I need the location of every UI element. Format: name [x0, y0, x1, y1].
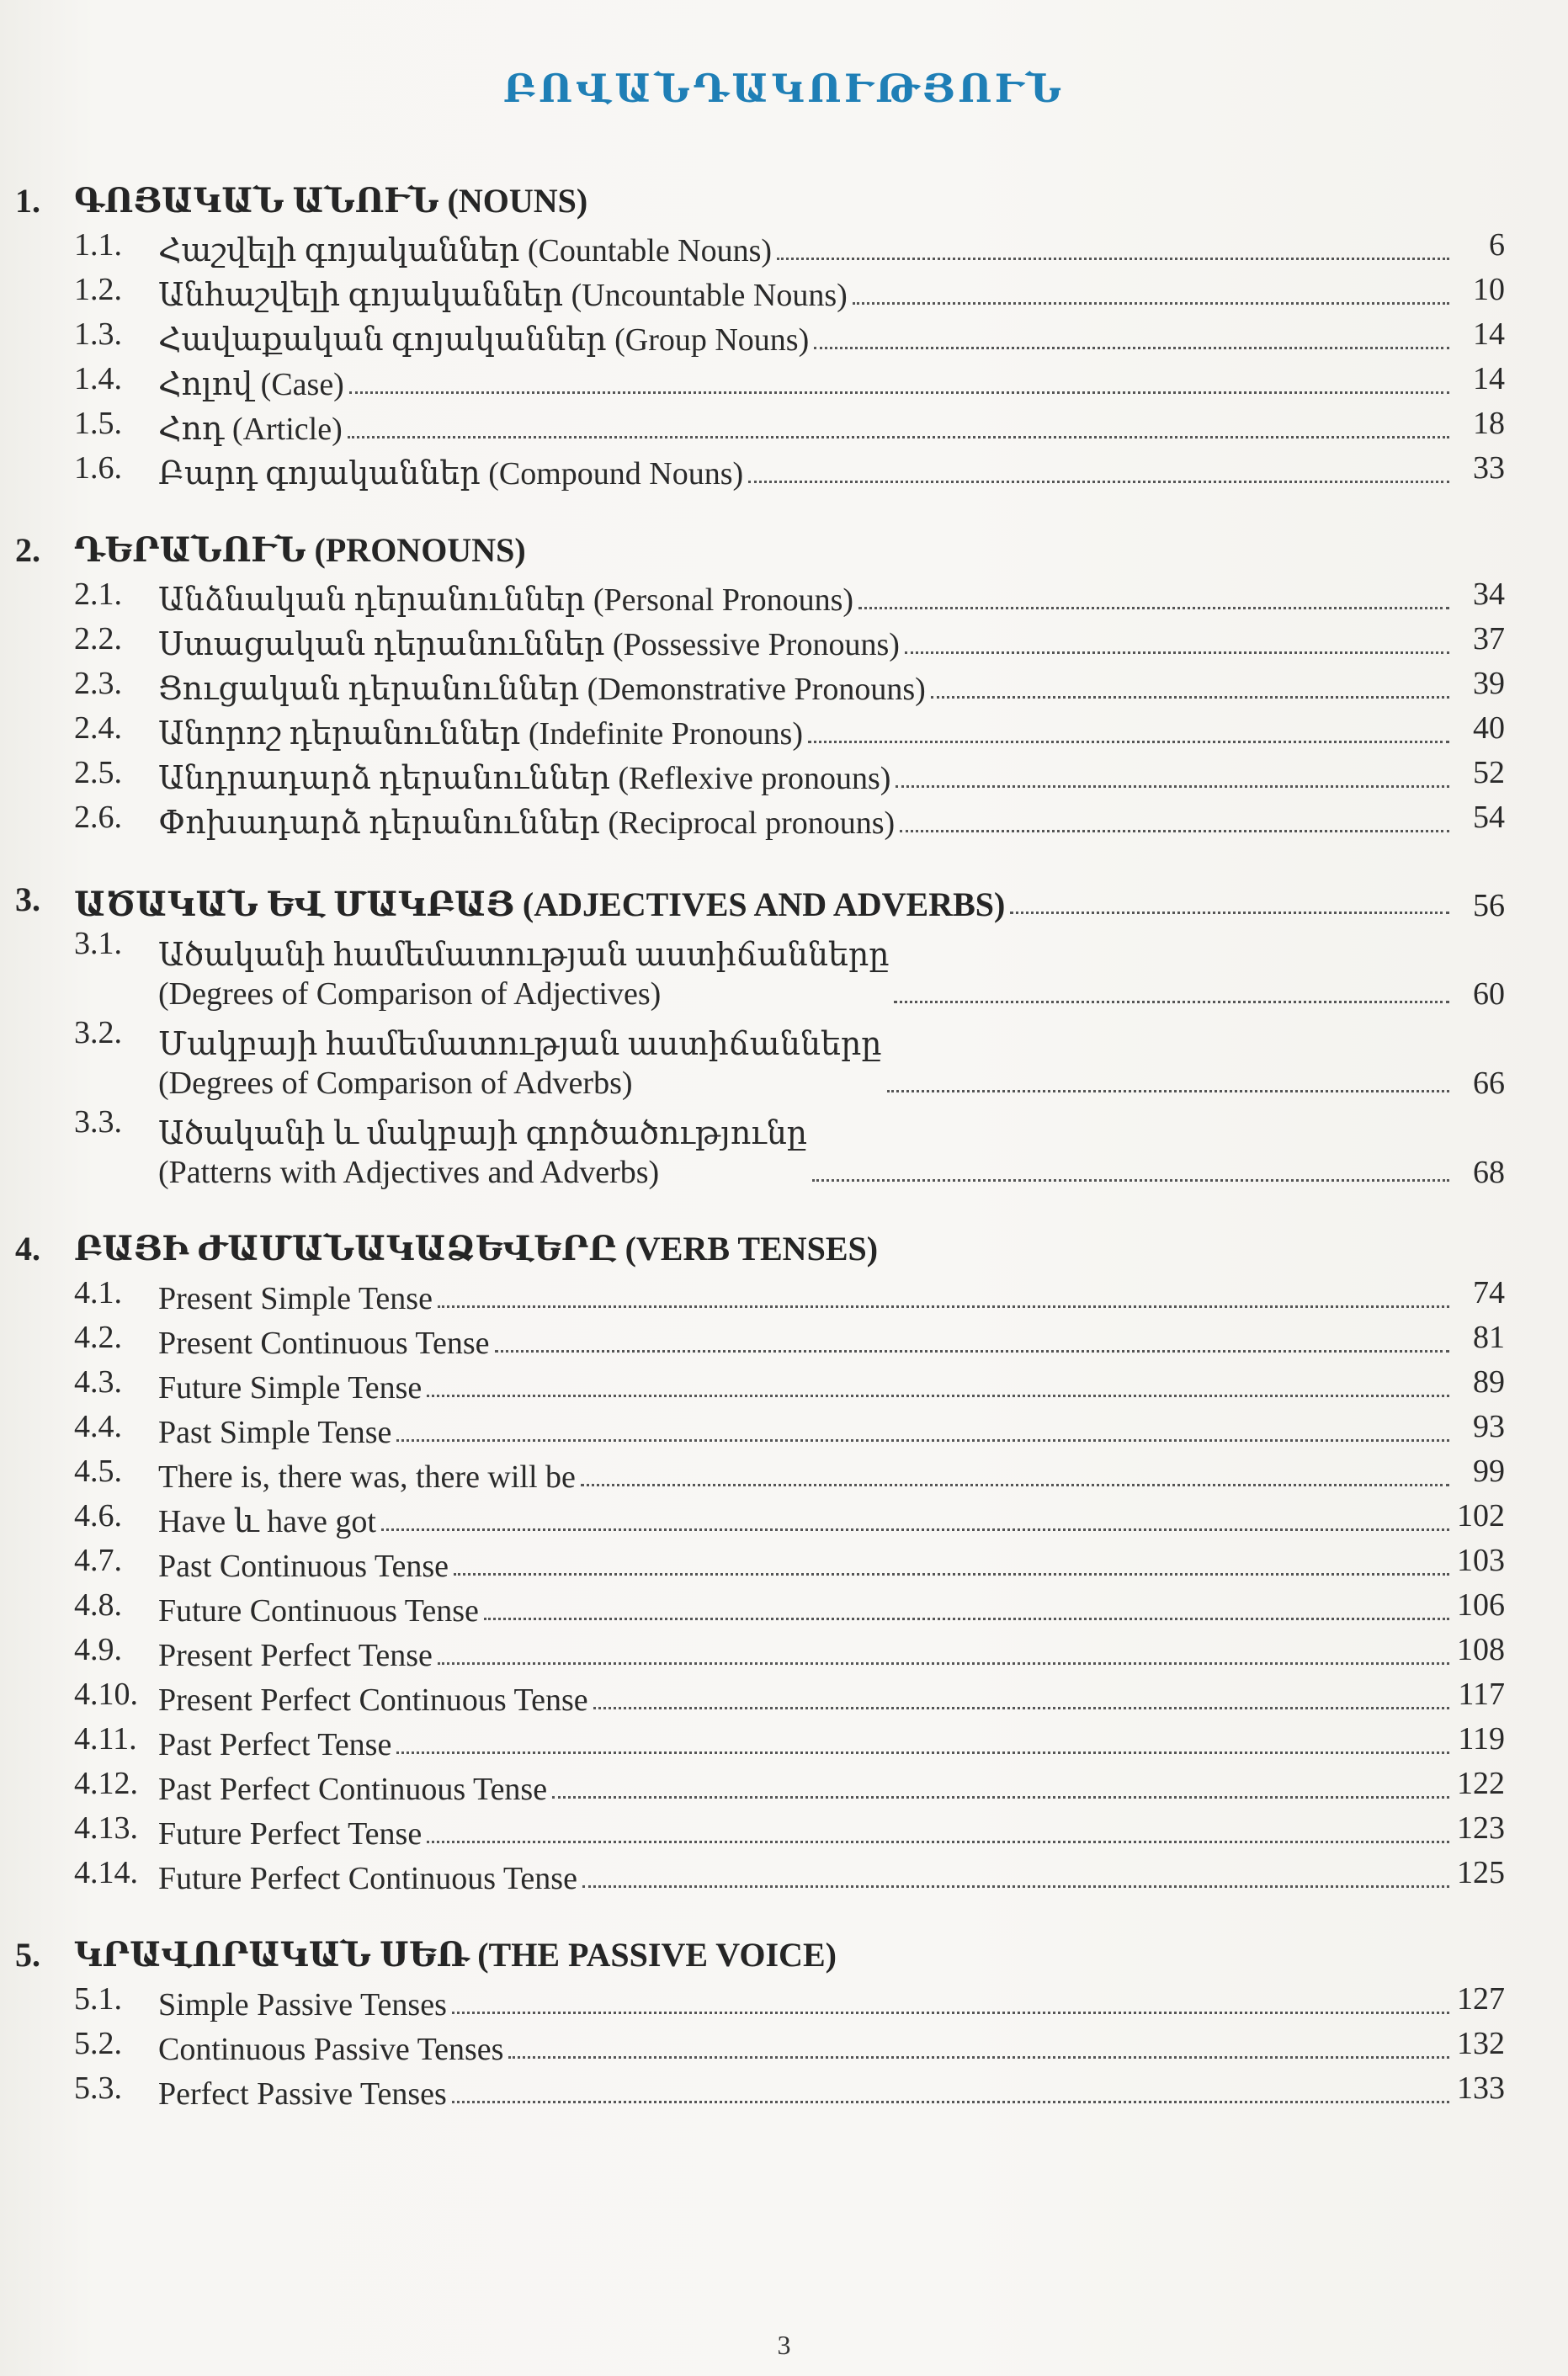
- dot-leader: [438, 1662, 1449, 1665]
- section-title: ԲԱՅԻ ԺԱՄԱՆԱԿԱՁԵՎԵՐԸ (VERB TENSES): [74, 1230, 879, 1268]
- toc-entry[interactable]: [74, 1013, 1505, 1103]
- entry-page-number: 66: [1473, 1066, 1505, 1101]
- entry-title: [158, 1458, 576, 1496]
- dot-leader: [1010, 912, 1449, 914]
- toc-entry[interactable]: [74, 1363, 1505, 1407]
- dot-leader: [552, 1796, 1449, 1799]
- entry-number: 2.1.: [74, 577, 122, 612]
- entry-number: 4.11.: [74, 1721, 137, 1757]
- section-number: 2.: [15, 531, 40, 569]
- section-heading: [0, 1229, 1568, 1273]
- toc-section: [0, 880, 1568, 1192]
- toc-entry[interactable]: [74, 1675, 1505, 1720]
- entry-page-number: 34: [1473, 577, 1505, 612]
- entry-title-line: Past Continuous Tense: [158, 1549, 449, 1584]
- dot-leader: [396, 1751, 1449, 1754]
- entry-title: [158, 2030, 503, 2069]
- entry-title: [158, 1815, 422, 1853]
- entry-title-line: (Degrees of Comparison of Adjectives): [158, 976, 662, 1012]
- toc-entry[interactable]: [74, 1720, 1505, 1764]
- entry-page-number: 122: [1457, 1766, 1505, 1801]
- entry-title-line: (Degrees of Comparison of Adverbs): [158, 1066, 633, 1101]
- dot-leader: [931, 696, 1449, 699]
- entry-page-number: 10: [1473, 272, 1505, 307]
- entry-number: 1.6.: [74, 450, 122, 486]
- entry-title-line: Present Perfect Continuous Tense: [158, 1682, 588, 1718]
- dot-leader: [508, 2056, 1449, 2059]
- dot-leader: [593, 1707, 1449, 1709]
- section-heading: [0, 1935, 1568, 1980]
- entry-page-number: 99: [1473, 1454, 1505, 1489]
- entry-number: 2.5.: [74, 755, 122, 790]
- page-number: 3: [777, 2330, 791, 2360]
- entry-page-number: 132: [1457, 2026, 1505, 2061]
- entry-page-number: 60: [1473, 976, 1505, 1012]
- entry-title: [158, 581, 853, 619]
- entry-number: 1.4.: [74, 361, 122, 396]
- table-of-contents: [0, 181, 1568, 2150]
- entry-title: [158, 276, 848, 315]
- entry-number: 5.2.: [74, 2026, 122, 2061]
- entry-title: [158, 1985, 447, 2024]
- entry-title: [158, 804, 895, 842]
- entry-title: [158, 715, 803, 753]
- entry-title: [158, 410, 343, 449]
- entry-number: 4.12.: [74, 1766, 138, 1801]
- section-title: ԱԾԱԿԱՆ ԵՎ ՄԱԿԲԱՅ (ADJECTIVES AND ADVERBS): [74, 885, 1006, 923]
- entry-page-number: 39: [1473, 666, 1505, 701]
- section-title: ԿՐԱՎՈՐԱԿԱՆ ՍԵՌ (THE PASSIVE VOICE): [74, 1936, 837, 1974]
- dot-leader: [894, 1001, 1449, 1003]
- dot-leader: [381, 1528, 1449, 1531]
- entry-title-line: Present Continuous Tense: [158, 1326, 490, 1361]
- entry-page-number: 108: [1457, 1632, 1505, 1667]
- toc-section: [0, 1229, 1568, 1898]
- entry-title: [158, 321, 809, 359]
- entry-title-line: Հավաքական գոյականներ (Group Nouns): [158, 322, 810, 358]
- entry-number: 4.5.: [74, 1454, 122, 1489]
- section-number: 1.: [15, 182, 40, 220]
- entry-title-line: Հաշվելի գոյականներ (Countable Nouns): [158, 233, 773, 268]
- entry-title-line: Անձնական դերանուններ (Personal Pronouns): [158, 582, 854, 618]
- entry-title-line: Փոխադարձ դերանուններ (Reciprocal pronouns): [158, 805, 896, 841]
- entry-number: 1.1.: [74, 227, 122, 263]
- entry-page-number: 81: [1473, 1320, 1505, 1355]
- entry-title-line: Present Simple Tense: [158, 1281, 433, 1316]
- toc-entry[interactable]: [74, 1273, 1505, 1318]
- section-number: 5.: [15, 1936, 40, 1974]
- entry-title: [158, 1369, 422, 1407]
- toc-entry[interactable]: [74, 1407, 1505, 1452]
- toc-entry[interactable]: [74, 1318, 1505, 1363]
- toc-entry[interactable]: [74, 709, 1505, 753]
- entry-title-line: Continuous Passive Tenses: [158, 2032, 504, 2067]
- entry-title-line: Ցուցական դերանուններ (Demonstrative Pronouns): [158, 672, 926, 707]
- toc-entry[interactable]: [74, 1630, 1505, 1675]
- dot-leader: [454, 1573, 1449, 1576]
- toc-section: [0, 530, 1568, 842]
- toc-entry[interactable]: [74, 1764, 1505, 1809]
- toc-entry[interactable]: [74, 2069, 1505, 2113]
- toc-entry[interactable]: [74, 753, 1505, 798]
- section-number: 4.: [15, 1230, 40, 1268]
- section-title: ԳՈՅԱԿԱՆ ԱՆՈՒՆ (NOUNS): [74, 182, 588, 220]
- entry-title-line: Have և have got: [158, 1504, 376, 1539]
- toc-entry[interactable]: [74, 1452, 1505, 1496]
- dot-leader: [349, 391, 1449, 394]
- toc-entry[interactable]: [74, 404, 1505, 449]
- entry-title-line: Ածականի համեմատության աստիճանները: [158, 938, 890, 973]
- entry-number: 3.1.: [74, 926, 122, 961]
- dot-leader: [777, 258, 1449, 260]
- entry-title: [158, 670, 926, 709]
- toc-section: [0, 1935, 1568, 2113]
- entry-title-line: Անդրադարձ դերանուններ (Reflexive pronouns): [158, 761, 891, 796]
- toc-entry[interactable]: [74, 1853, 1505, 1898]
- section-page-number: 56: [1473, 888, 1505, 923]
- entry-page-number: 102: [1457, 1498, 1505, 1534]
- entry-title: [158, 365, 344, 404]
- entry-page-number: 103: [1457, 1543, 1505, 1578]
- dot-leader: [452, 2101, 1449, 2103]
- entry-page-number: 74: [1473, 1275, 1505, 1310]
- entry-page-number: 40: [1473, 710, 1505, 746]
- entry-title-line: Future Perfect Tense: [158, 1816, 423, 1852]
- entry-title-line: Past Simple Tense: [158, 1415, 392, 1450]
- entry-number: 4.4.: [74, 1409, 122, 1444]
- dot-leader: [900, 830, 1449, 832]
- entry-number: 1.3.: [74, 316, 122, 352]
- entry-page-number: 37: [1473, 621, 1505, 656]
- toc-entry[interactable]: [74, 315, 1505, 359]
- entry-page-number: 18: [1473, 406, 1505, 441]
- dot-leader: [896, 785, 1449, 788]
- dot-leader: [582, 1885, 1449, 1888]
- entry-title: [158, 231, 772, 270]
- entry-number: 1.2.: [74, 272, 122, 307]
- dot-leader: [452, 2012, 1449, 2014]
- toc-entry[interactable]: [74, 619, 1505, 664]
- entry-page-number: 89: [1473, 1364, 1505, 1400]
- entry-title: [158, 1547, 449, 1586]
- entry-number: 5.1.: [74, 1981, 122, 2017]
- entry-title: [158, 1636, 433, 1675]
- entry-title: [158, 1279, 433, 1318]
- entry-title: [158, 1114, 807, 1192]
- entry-number: 4.1.: [74, 1275, 122, 1310]
- section-heading: [0, 530, 1568, 575]
- entry-page-number: 127: [1457, 1981, 1505, 2017]
- entry-number: 2.2.: [74, 621, 122, 656]
- entry-page-number: 106: [1457, 1587, 1505, 1623]
- entry-number: 2.3.: [74, 666, 122, 701]
- toc-entry[interactable]: [74, 1103, 1505, 1192]
- dot-leader: [812, 1179, 1449, 1182]
- toc-entry[interactable]: [74, 1586, 1505, 1630]
- entry-number: 2.4.: [74, 710, 122, 746]
- entry-title-line: Future Perfect Continuous Tense: [158, 1861, 577, 1896]
- dot-leader: [814, 347, 1449, 349]
- entry-page-number: 52: [1473, 755, 1505, 790]
- toc-entry[interactable]: [74, 924, 1505, 1013]
- dot-leader: [427, 1841, 1449, 1843]
- entry-title: [158, 936, 889, 1013]
- entry-title-line: Future Continuous Tense: [158, 1593, 479, 1629]
- entry-number: 2.6.: [74, 800, 122, 835]
- entry-number: 4.7.: [74, 1543, 122, 1578]
- dot-leader: [348, 436, 1449, 439]
- entry-title-line: Մակբայի համեմատության աստիճանները: [158, 1027, 882, 1062]
- entry-number: 4.2.: [74, 1320, 122, 1355]
- dot-leader: [858, 607, 1449, 609]
- section-heading: [0, 880, 1505, 924]
- entry-title: [158, 454, 743, 493]
- entry-title-line: Perfect Passive Tenses: [158, 2076, 447, 2112]
- entry-number: 1.5.: [74, 406, 122, 441]
- dot-leader: [581, 1484, 1449, 1486]
- toc-entry[interactable]: [74, 798, 1505, 842]
- entry-title: [158, 1770, 547, 1809]
- section-number: 3.: [15, 880, 40, 918]
- toc-entry[interactable]: [74, 1496, 1505, 1541]
- entry-title-line: Future Simple Tense: [158, 1370, 423, 1406]
- entry-number: 3.3.: [74, 1104, 122, 1140]
- entry-title-line: Simple Passive Tenses: [158, 1987, 447, 2023]
- entry-title: [158, 759, 890, 798]
- entry-title-line: Անհաշվելի գոյականներ (Uncountable Nouns): [158, 278, 848, 313]
- toc-section: [0, 181, 1568, 493]
- toc-entry[interactable]: [74, 449, 1505, 493]
- toc-entry[interactable]: [74, 664, 1505, 709]
- dot-leader: [808, 741, 1449, 743]
- dot-leader: [427, 1395, 1449, 1397]
- entry-number: 4.13.: [74, 1810, 138, 1846]
- entry-number: 4.10.: [74, 1677, 138, 1712]
- dot-leader: [887, 1090, 1449, 1092]
- entry-number: 4.3.: [74, 1364, 122, 1400]
- entry-number: 4.6.: [74, 1498, 122, 1534]
- section-heading: [0, 181, 1568, 226]
- entry-title-line: Ստացական դերանուններ (Possessive Pronouns): [158, 627, 900, 662]
- entry-number: 4.9.: [74, 1632, 122, 1667]
- entry-title: [158, 1859, 577, 1898]
- entry-page-number: 33: [1473, 450, 1505, 486]
- entry-title-line: Հոլով (Case): [158, 367, 344, 402]
- entry-number: 3.2.: [74, 1015, 122, 1050]
- entry-page-number: 93: [1473, 1409, 1505, 1444]
- entry-title-line: There is, there was, there will be: [158, 1459, 576, 1495]
- dot-leader: [396, 1439, 1449, 1442]
- entry-title: [158, 1592, 479, 1630]
- toc-entry[interactable]: [74, 270, 1505, 315]
- entry-number: 4.14.: [74, 1855, 138, 1890]
- dot-leader: [495, 1350, 1449, 1353]
- entry-title: [158, 1413, 391, 1452]
- entry-title: [158, 1025, 882, 1103]
- dot-leader: [905, 651, 1449, 654]
- entry-title-line: Ածականի և մակբայի գործածությունը: [158, 1116, 808, 1151]
- entry-page-number: 125: [1457, 1855, 1505, 1890]
- page-title: ԲՈՎԱՆԴԱԿՈՒԹՅՈՒՆ: [502, 67, 1066, 110]
- entry-page-number: 117: [1458, 1677, 1505, 1712]
- entry-page-number: 68: [1473, 1155, 1505, 1190]
- entry-title: [158, 1725, 391, 1764]
- entry-page-number: 54: [1473, 800, 1505, 835]
- entry-page-number: 119: [1458, 1721, 1505, 1757]
- toc-entry[interactable]: [74, 1541, 1505, 1586]
- entry-title-line: Past Perfect Tense: [158, 1727, 392, 1762]
- entry-title-line: Past Perfect Continuous Tense: [158, 1772, 548, 1807]
- dot-leader: [748, 481, 1449, 483]
- dot-leader: [853, 302, 1449, 305]
- toc-entry[interactable]: [74, 2024, 1505, 2069]
- dot-leader: [484, 1618, 1449, 1620]
- entry-title-line: (Patterns with Adjectives and Adverbs): [158, 1155, 660, 1190]
- entry-title-line: Բարդ գոյականներ (Compound Nouns): [158, 456, 744, 492]
- toc-entry[interactable]: [74, 1809, 1505, 1853]
- dot-leader: [438, 1305, 1449, 1308]
- toc-entry[interactable]: [74, 359, 1505, 404]
- entry-page-number: 14: [1473, 316, 1505, 352]
- entry-title: [158, 625, 900, 664]
- section-title: ԴԵՐԱՆՈՒՆ (PRONOUNS): [74, 531, 526, 569]
- toc-entry[interactable]: [74, 575, 1505, 619]
- entry-title: [158, 1324, 490, 1363]
- entry-title: [158, 1502, 376, 1541]
- entry-title-line: Present Perfect Tense: [158, 1638, 433, 1673]
- entry-page-number: 123: [1457, 1810, 1505, 1846]
- entry-title-line: Անորոշ դերանուններ (Indefinite Pronouns): [158, 716, 803, 752]
- toc-entry[interactable]: [74, 226, 1505, 270]
- entry-number: 4.8.: [74, 1587, 122, 1623]
- entry-title: [158, 2075, 447, 2113]
- entry-title-line: Հոդ (Article): [158, 412, 343, 447]
- entry-page-number: 133: [1457, 2070, 1505, 2106]
- toc-entry[interactable]: [74, 1980, 1505, 2024]
- entry-page-number: 6: [1489, 227, 1505, 263]
- entry-number: 5.3.: [74, 2070, 122, 2106]
- entry-page-number: 14: [1473, 361, 1505, 396]
- entry-title: [158, 1681, 588, 1720]
